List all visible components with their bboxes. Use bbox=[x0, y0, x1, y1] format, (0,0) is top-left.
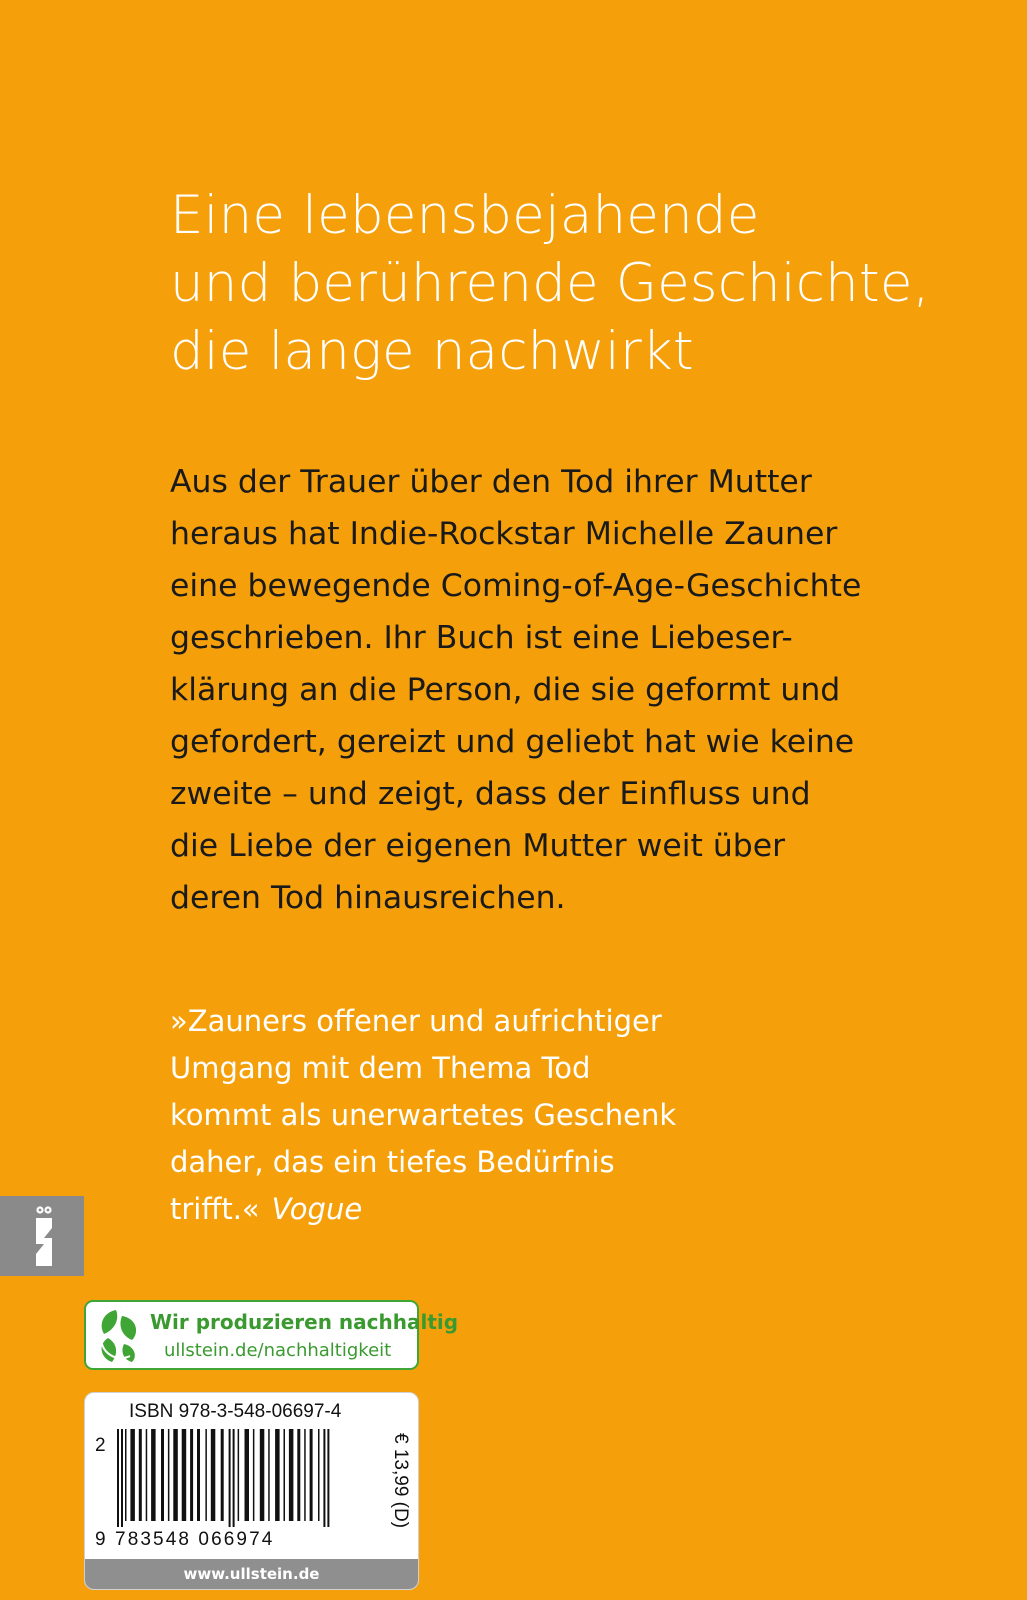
price-box bbox=[389, 1433, 411, 1553]
barcode-bar bbox=[229, 1429, 231, 1527]
sustainability-badge bbox=[84, 1300, 459, 1370]
blurb-line: zweite – und zeigt, dass der Einfluss und bbox=[170, 776, 811, 812]
barcode-bar bbox=[238, 1429, 240, 1521]
barcode-bar bbox=[289, 1429, 294, 1521]
publisher-logo bbox=[0, 1196, 84, 1276]
publisher-website[interactable]: www.ullstein.de bbox=[85, 1559, 418, 1589]
barcode-bar bbox=[190, 1429, 193, 1521]
barcode-bar bbox=[121, 1429, 123, 1527]
headline-line: und berührende Geschichte, bbox=[170, 253, 930, 314]
barcode-bar bbox=[318, 1429, 320, 1521]
barcode-bars bbox=[117, 1429, 379, 1527]
barcode-bar bbox=[182, 1429, 187, 1521]
review-quote bbox=[170, 998, 870, 1233]
isbn-text: ISBN 978-3-548-06697-4 bbox=[129, 1401, 342, 1422]
barcode-bar bbox=[275, 1429, 280, 1521]
barcode-bar bbox=[161, 1429, 164, 1521]
barcode-bar bbox=[304, 1429, 306, 1521]
barcode-bar bbox=[151, 1429, 156, 1521]
blurb-line: gefordert, gereizt und geliebt hat wie keine bbox=[170, 724, 855, 760]
barcode-bar bbox=[260, 1429, 265, 1521]
quote-source: Vogue bbox=[271, 1192, 363, 1226]
barcode-bar bbox=[211, 1429, 216, 1521]
quote-line: kommt als unerwartetes Geschenk bbox=[170, 1098, 677, 1132]
barcode-bar bbox=[268, 1429, 270, 1521]
quote-line: Umgang mit dem Thema Tod bbox=[170, 1051, 591, 1085]
quote-line: »Zauners offener und aufrichtiger bbox=[170, 1004, 662, 1038]
barcode-bar bbox=[253, 1429, 255, 1521]
barcode-bar bbox=[233, 1429, 235, 1527]
blurb-line: deren Tod hinausreichen. bbox=[170, 880, 566, 916]
barcode-bar bbox=[245, 1429, 250, 1521]
headline bbox=[170, 182, 970, 386]
barcode-bar bbox=[327, 1429, 329, 1527]
price: € 13,99 (D) bbox=[390, 1433, 411, 1529]
blurb-line: klärung an die Person, die sie geformt und bbox=[170, 672, 841, 708]
headline-line: die lange nachwirkt bbox=[170, 321, 694, 382]
blurb-line: eine bewegende Coming-of-Age-Geschichte bbox=[170, 568, 862, 604]
barcode-bar bbox=[197, 1429, 200, 1521]
barcode-bar bbox=[310, 1429, 313, 1521]
barcode-bar bbox=[284, 1429, 286, 1521]
barcode-bar bbox=[173, 1429, 178, 1521]
barcode-bar bbox=[168, 1429, 170, 1521]
blurb-line: geschrieben. Ihr Buch ist eine Liebeser- bbox=[170, 620, 793, 656]
barcode-bar bbox=[221, 1429, 224, 1521]
blurb-line: heraus hat Indie-Rockstar Michelle Zauner bbox=[170, 516, 838, 552]
barcode-bar bbox=[205, 1429, 207, 1521]
blurb-line: Aus der Trauer über den Tod ihrer Mutter bbox=[170, 464, 812, 500]
quote-line: daher, das ein tiefes Bedürfnis bbox=[170, 1145, 615, 1179]
blurb-line: die Liebe der eigenen Mutter weit über bbox=[170, 828, 786, 864]
barcode-bar bbox=[130, 1429, 135, 1521]
leaves-icon bbox=[92, 1308, 142, 1364]
barcode-bar bbox=[297, 1429, 300, 1521]
barcode-label bbox=[84, 1392, 419, 1590]
barcode-lead-digit: 2 bbox=[95, 1435, 106, 1456]
barcode-bar bbox=[117, 1429, 119, 1527]
quote-line-end: trifft.« bbox=[170, 1192, 260, 1226]
barcode-bar bbox=[146, 1429, 148, 1521]
barcode-bar bbox=[323, 1429, 325, 1527]
headline-line: Eine lebensbejahende bbox=[170, 185, 760, 246]
barcode-bar bbox=[139, 1429, 142, 1521]
sustainability-link[interactable]: ullstein.de/nachhaltigkeit bbox=[164, 1340, 392, 1361]
sustainability-title: Wir produzieren nachhaltig bbox=[150, 1310, 459, 1334]
barcode-bar bbox=[125, 1429, 127, 1521]
quote-line bbox=[170, 1186, 870, 1233]
owl-logo-icon bbox=[36, 1204, 52, 1268]
barcode-digits: 9 783548 066974 bbox=[95, 1529, 275, 1550]
blurb bbox=[170, 456, 990, 924]
